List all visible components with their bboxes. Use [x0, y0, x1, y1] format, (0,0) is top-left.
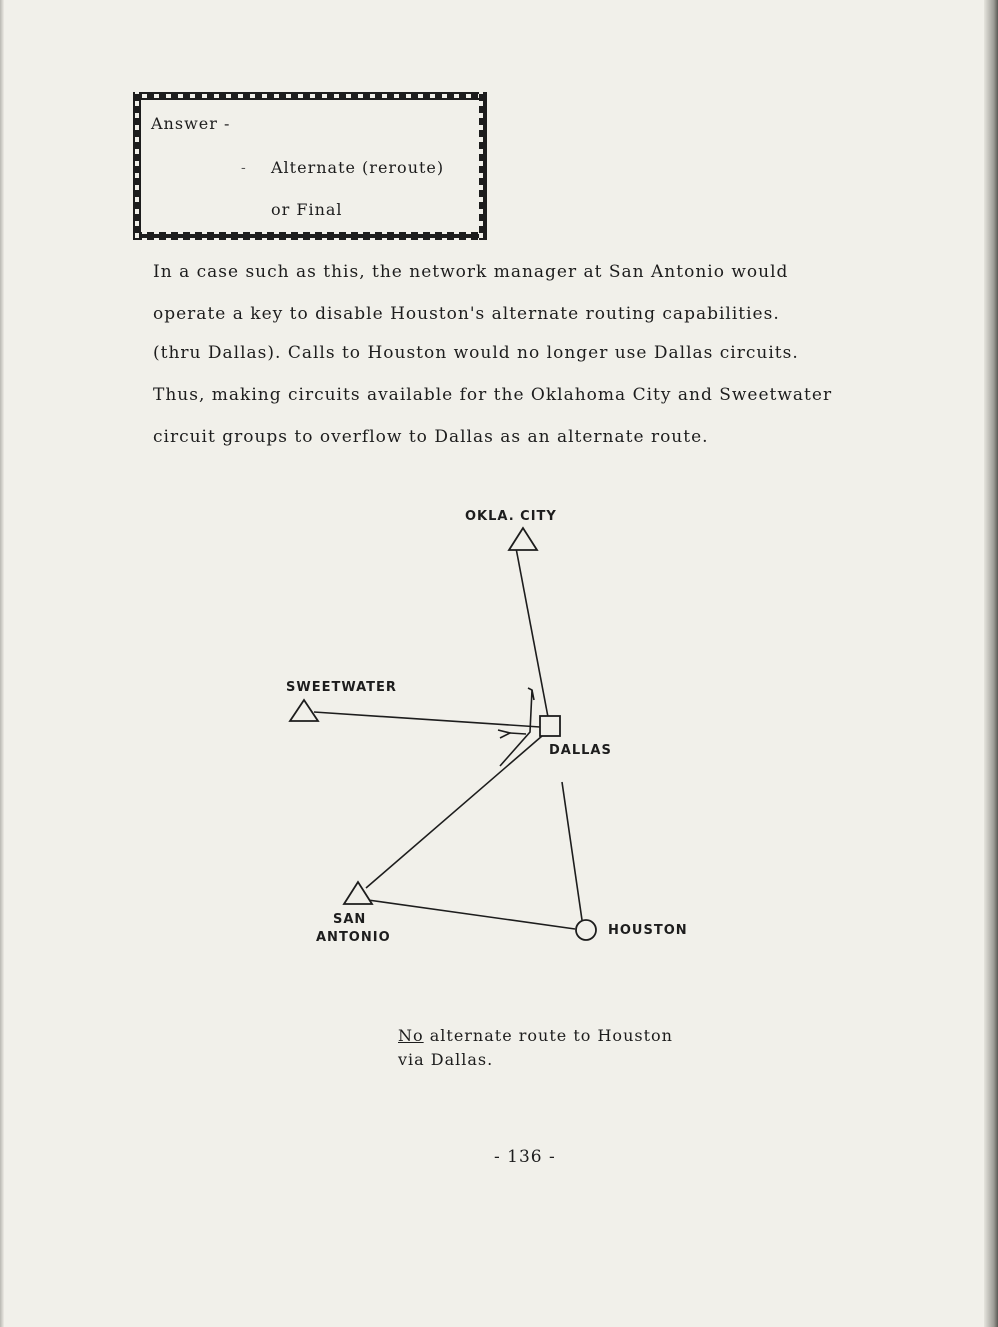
houston-label: HOUSTON	[608, 923, 688, 938]
sweetwater-node	[290, 700, 318, 721]
figure-caption	[398, 1024, 673, 1072]
san-antonio-label-1: SAN	[333, 912, 367, 927]
houston-node	[576, 920, 596, 940]
page-number: - 136 -	[494, 1147, 556, 1167]
okla-city-label: OKLA. CITY	[465, 509, 557, 524]
paragraph-line: circuit groups to overflow to Dallas as an alternate route.	[153, 427, 709, 447]
answer-alternate: Alternate (reroute)	[271, 158, 445, 177]
paragraph-line: In a case such as this, the network manager at San Antonio would	[153, 262, 789, 282]
dallas-label: DALLAS	[549, 743, 612, 758]
san-antonio-node	[344, 882, 372, 904]
dallas-node	[540, 716, 560, 736]
answer-dash: -	[241, 160, 246, 176]
caption-line1-rest: alternate route to Houston	[423, 1026, 673, 1045]
link-sanantonio-houston	[368, 900, 575, 929]
overflow-arrowhead-sweetwater	[498, 730, 510, 738]
paragraph-line: (thru Dallas). Calls to Houston would no longer use Dallas circuits.	[153, 343, 799, 363]
caption-line2: via Dallas.	[398, 1050, 494, 1069]
answer-label: Answer -	[151, 114, 231, 133]
paragraph-line: Thus, making circuits available for the Oklahoma City and Sweetwater	[153, 385, 833, 405]
paragraph-line: operate a key to disable Houston's alternate routing capabilities.	[153, 304, 780, 324]
link-sanantonio-dallas	[366, 736, 542, 888]
sweetwater-label: SWEETWATER	[286, 680, 397, 695]
caption-underlined: No	[398, 1026, 424, 1045]
san-antonio-label-2: ANTONIO	[316, 930, 391, 945]
overflow-arrow-okla	[500, 690, 532, 766]
link-sweetwater-dallas	[314, 712, 540, 727]
overflow-arrow-sweetwater	[510, 733, 526, 734]
link-dallas-houston	[562, 782, 582, 920]
answer-final: or Final	[271, 200, 343, 219]
okla-city-node	[509, 528, 537, 550]
